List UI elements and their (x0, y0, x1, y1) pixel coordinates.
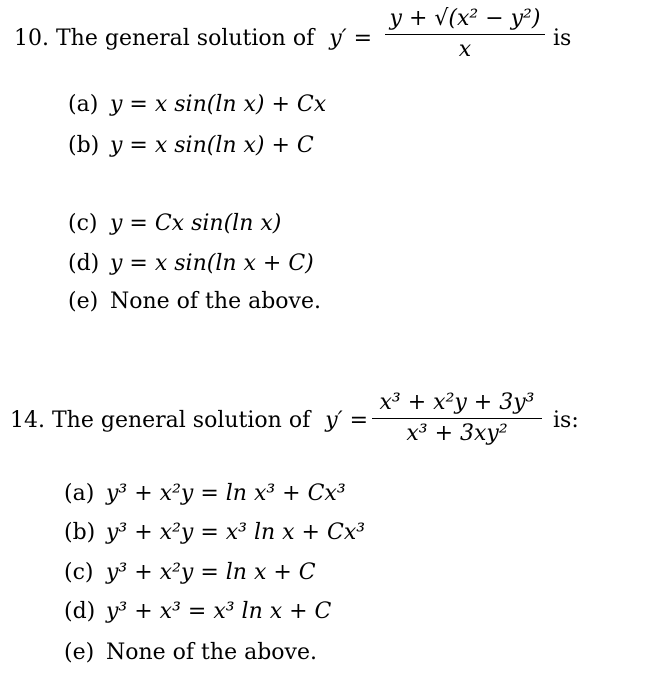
option-label: (c) (68, 211, 98, 236)
q14-fraction (372, 390, 542, 447)
option-text: y³ + x²y = ln x + C (106, 560, 316, 585)
option-label: (e) (64, 640, 95, 665)
q14-option-e (64, 640, 317, 666)
q14-option-b (64, 520, 365, 546)
option-label: (b) (64, 520, 96, 545)
q14-lhs: y′ = (325, 408, 369, 433)
option-text: y³ + x³ = x³ ln x + C (106, 599, 332, 624)
q10-option-b (68, 133, 314, 159)
option-label: (d) (68, 251, 100, 276)
q14-option-c (64, 560, 316, 586)
q14-stem (10, 408, 368, 434)
option-label: (d) (64, 599, 96, 624)
fraction-bar (385, 34, 545, 35)
option-text: None of the above. (106, 640, 317, 665)
option-text: y = Cx sin(ln x) (110, 211, 282, 236)
q10-numerator: y + √(x² − y²) (389, 6, 541, 31)
q10-option-a (68, 92, 326, 118)
q10-option-c (68, 211, 281, 237)
q10-lhs: y′ = (329, 26, 373, 51)
q10-option-d (68, 251, 314, 277)
q10-stem (14, 26, 372, 52)
option-label: (a) (64, 481, 95, 506)
option-label: (e) (68, 289, 99, 314)
q14-denominator: x³ + 3xy² (406, 421, 508, 446)
option-text: y = x sin(ln x + C) (110, 251, 314, 276)
option-label: (a) (68, 92, 99, 117)
q10-number: 10. (14, 26, 49, 51)
option-text: y³ + x²y = x³ ln x + Cx³ (106, 520, 366, 545)
option-text: y = x sin(ln x) + Cx (110, 92, 327, 117)
q14-option-d (64, 599, 331, 625)
q10-denominator: x (458, 37, 472, 62)
q14-numerator: x³ + x²y + 3y³ (379, 390, 535, 415)
option-text: y = x sin(ln x) + C (110, 133, 314, 158)
q14-number: 14. (10, 408, 45, 433)
option-text: y³ + x²y = ln x³ + Cx³ (106, 481, 346, 506)
q10-tail: is (553, 26, 572, 51)
option-label: (c) (64, 560, 94, 585)
q14-tail: is: (553, 408, 579, 433)
q14-option-a (64, 481, 346, 507)
q10-stem-text: The general solution of (56, 26, 315, 51)
option-text: None of the above. (110, 289, 321, 314)
q10-fraction (385, 6, 545, 63)
q14-stem-text: The general solution of (52, 408, 311, 433)
q10-option-e (68, 289, 321, 315)
fraction-bar (372, 418, 542, 419)
option-label: (b) (68, 133, 100, 158)
